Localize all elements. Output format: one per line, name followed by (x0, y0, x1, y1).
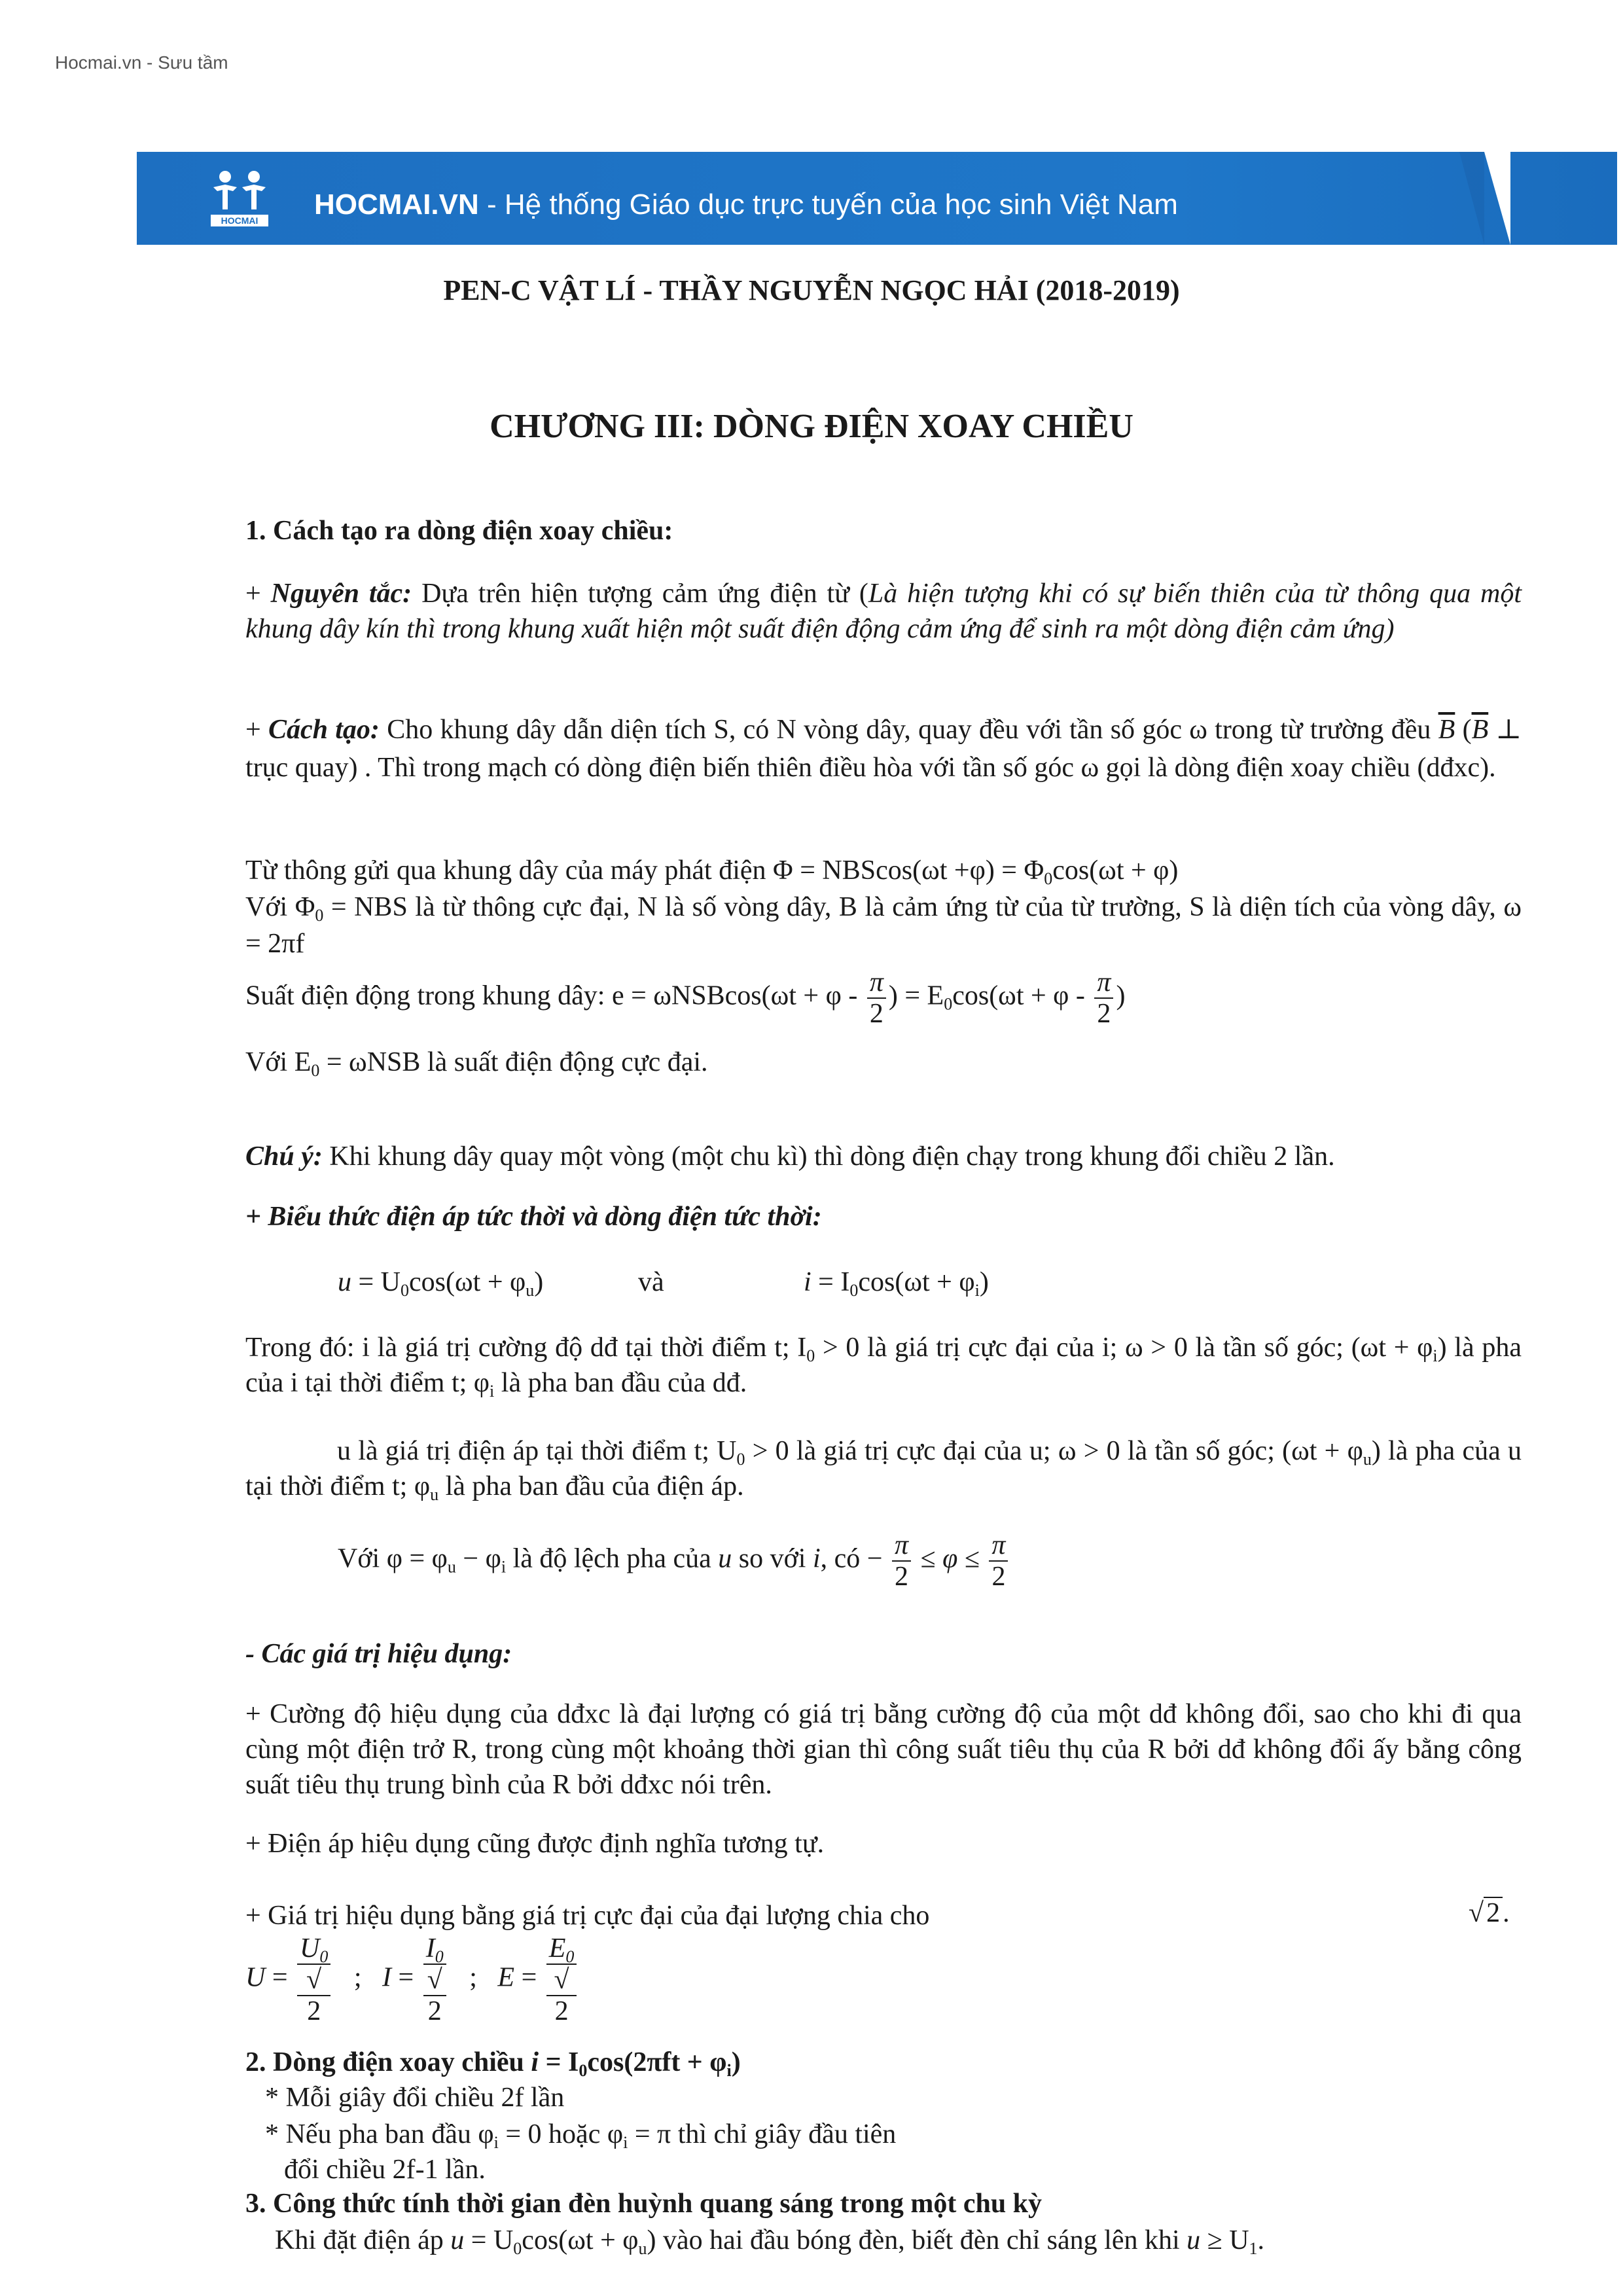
phase-b: − φ (455, 1543, 501, 1574)
section-3-text: Khi đặt điện áp $u = U_0\cos(\omega t + \varphi_u)$ vào hai đầu bóng đèn, biết đèn chỉ sáng lên khi $u \ge U_1$. (275, 2225, 1265, 2258)
s2-bullet-1: * Mỗi giây đổi chiều 2f lần (265, 2083, 565, 2113)
banner-accent (1459, 152, 1484, 245)
s2-heading-d: ) (731, 2047, 741, 2077)
principle-italic: Là hiện tượng khi có sự biến thiên của từ thông qua một khung dây kín thì trong khung xuất hiện một suất điện động cảm ứng để sinh ra một dòng điện cảm ứng) (245, 579, 1522, 644)
expression-heading: + Biểu thức điện áp tức thời và dòng điện tức thời: (245, 1202, 822, 1232)
s3-e: ≥ U (1200, 2225, 1249, 2255)
method-text-1: Cho khung dây dẫn diện tích S, có N vòng dây, quay đều với tần số góc ω trong từ trường đều (379, 715, 1438, 745)
s2-heading-a: 2. Dòng điện xoay chiều (245, 2047, 531, 2077)
phase-e: , có (820, 1543, 867, 1574)
sqrt-2: √2. (1469, 1898, 1510, 1928)
phase-d: so với (732, 1543, 813, 1574)
banner-cut-corner (1484, 152, 1510, 245)
section-3-heading: 3. Công thức tính thời gian đèn huỳnh quang sáng trong một chu kỳ (245, 2189, 1043, 2219)
flux-line: Từ thông gửi qua khung dây của máy phát điện Φ = NBScos(ωt +φ) = Φ (245, 855, 1044, 886)
where-i-d: là pha ban đầu của dđ. (494, 1368, 747, 1398)
s2-b2-c: = π thì chỉ giây đầu tiên (628, 2119, 897, 2149)
phase-c: là độ lệch pha của (506, 1543, 719, 1574)
emf-d: ) (1116, 980, 1126, 1011)
phi0-line: = NBS là từ thông cực đại, N là số vòng dây, B là cảm ứng từ của từ trường, S là diện tích của vòng dây, ω = 2πf (245, 892, 1522, 959)
where-i-a: Trong đó: i là giá trị cường độ dđ tại thời điểm t; I (245, 1333, 807, 1363)
emf-b: ) = E (888, 980, 944, 1011)
document-title: PEN-C VẬT LÍ - THẦY NGUYỄN NGỌC HẢI (2018-2019) (443, 274, 1180, 306)
s3-f: . (1257, 2225, 1265, 2255)
logo-text: HOCMAI (221, 215, 259, 226)
banner-brand: HOCMAI.VN (314, 188, 479, 221)
effective-paragraph-2: + Điện áp hiệu dụng cũng được định nghĩa tương tự. (245, 1829, 825, 1859)
flux-line-end: cos(ωt + φ) (1052, 855, 1179, 886)
vector-b-symbol-2: $\overline{B}$ (1471, 715, 1489, 745)
note-label: Chú ý: (245, 1141, 323, 1172)
where-i-paragraph: Trong đó: i là giá trị cường độ dđ tại thời điểm t; $I_0 > 0$ là giá trị cực đại của i; ω > 0 là tần số góc; $(\omega t + \varphi_i)$ là pha của i tại thời điểm t; $\varphi_i$ là pha ban đầu của dđ. (245, 1333, 1522, 1401)
and-word: và (638, 1267, 664, 1297)
s2-bullet-2: * Nếu pha ban đầu $\varphi_i = 0$ hoặc $\varphi_i = \pi$ thì chỉ giây đầu tiên (265, 2119, 897, 2152)
principle-text: Dựa trên hiện tượng cảm ứng điện từ ( (412, 579, 868, 609)
method-label: Cách tạo: (268, 715, 380, 745)
s2-heading-b: = I (539, 2047, 579, 2077)
method-text-2: ⊥ trục quay) . Thì trong mạch có dòng điện biến thiên điều hòa với tần số góc ω gọi là dòng điện xoay chiều (dđxc). (245, 715, 1522, 783)
s3-c: cos(ωt + φ (522, 2225, 639, 2255)
s3-d: ) vào hai đầu bóng đèn, biết đèn chỉ sáng lên khi (647, 2225, 1187, 2255)
source-note: Hocmai.vn - Sưu tầm (55, 52, 228, 73)
s3-a: Khi đặt điện áp (275, 2225, 451, 2255)
e0-text: = ωNSB là suất điện động cực đại. (319, 1047, 708, 1077)
where-i-b: > 0 là giá trị cực đại của i; ω > 0 là tần số góc; (ωt + φ (815, 1333, 1433, 1363)
note-text: Khi khung dây quay một vòng (một chu kì) thì dòng điện chạy trong khung đổi chiều 2 lần. (322, 1141, 1335, 1172)
principle-paragraph: + Nguyên tắc: Dựa trên hiện tượng cảm ứng điện từ (Là hiện tượng khi có sự biến thiên của từ thông qua một khung dây kín thì trong khung xuất hiện một suất điện động cảm ứng để sinh ra một dòng điện cảm ứng) (245, 579, 1522, 644)
s3-b: = U (464, 2225, 514, 2255)
banner-text (314, 188, 1178, 221)
where-u-a: u là giá trị điện áp tại thời điểm t; U (337, 1436, 737, 1466)
emf-a: Suất điện động trong khung dây: e = ωNSBcos(ωt + φ - (245, 980, 865, 1011)
principle-label: Nguyên tắc: (270, 579, 412, 609)
e0-line: Với $E_0 = \omega NSB$ là suất điện động cực đại. (245, 1047, 708, 1080)
emf-c: cos(ωt + φ - (952, 980, 1092, 1011)
neg-pi-over-2: $\frac{\pi}{2}$ (892, 1530, 911, 1592)
where-u-paragraph: u là giá trị điện áp tại thời điểm t; $U_0 > 0$ là giá trị cực đại của u; ω > 0 là tần số góc; $(\omega t + \varphi_u)$ là pha của u tại thời điểm t; $\varphi_u$ là pha ban đầu của điện áp. (245, 1436, 1522, 1504)
section-1-heading: 1. Cách tạo ra dòng điện xoay chiều: (245, 516, 673, 546)
method-paragraph: + Cách tạo: Cho khung dây dẫn diện tích S, có N vòng dây, quay đều với tần số góc ω trong từ trường đều $\overline{B}$ ($\overline{B}$ ⊥ trục quay) . Thì trong mạch có dòng điện biến thiên điều hòa với tần số góc ω gọi là dòng điện xoay chiều (dđxc). (245, 715, 1522, 783)
note-paragraph (245, 1139, 1522, 1174)
s2-b2-a: * Nếu pha ban đầu φ (265, 2119, 494, 2149)
effective-paragraph-3 (245, 1898, 1489, 1933)
where-u-d: là pha ban đầu của điện áp. (438, 1471, 744, 1501)
voltage-formula: $u = U_0\cos(\omega t + \varphi_u)$ (338, 1267, 544, 1300)
emf-line: Suất điện động trong khung dây: e = ωNSBcos(ωt + φ - $\frac{\pi}{2}$ ) = $E_0\cos(\omega t + \varphi$ - $\frac{\pi}{2}$ ) (245, 967, 1126, 1029)
s2-bullet-3: đổi chiều 2f-1 lần. (284, 2155, 486, 2185)
hocmai-logo-icon (208, 168, 271, 233)
current-formula: $i = I_0\cos(\omega t + \varphi_i)$ (804, 1267, 989, 1300)
effective-formulas: U = $U_0$ √ 2 ; I = $I_0$ √ 2 ; E = $E_0$ √ 2 (245, 1933, 834, 2026)
flux-paragraph: Từ thông gửi qua khung dây của máy phát điện $\Phi = NBScos(\omega t +\varphi) = \Phi_0\cos(\omega t + \varphi)$ Với $\Phi_0$ = NBS là từ thông cực đại, N là số vòng dây, B là cảm ứng từ của từ trường, S là diện tích của vòng dây, ω = 2πf (245, 855, 1522, 959)
where-u-b: > 0 là giá trị cực đại của u; ω > 0 là tần số góc; (ωt + φ (745, 1436, 1363, 1466)
where-u-c: ) là pha của u tại thời điểm t; φ (245, 1436, 1522, 1501)
effective-paragraph-1: + Cường độ hiệu dụng của dđxc là đại lượng có giá trị bằng cường độ của một dđ không đổi, sao cho khi đi qua cùng một điện trở R, trong cùng một khoảng thời gian thì công suất tiêu thụ của R bởi dđ không đổi ấy bằng công suất tiêu thụ trung bình của R bởi dđxc nói trên. (245, 1699, 1522, 1800)
eff-p3-text: + Giá trị hiệu dụng bằng giá trị cực đại của đại lượng chia cho (245, 1901, 930, 1931)
section-2-heading: 2. Dòng điện xoay chiều $i = I_0\cos(2\pi ft + \varphi_i)$ (245, 2047, 741, 2080)
s2-heading-c: cos(2πft + φ (587, 2047, 727, 2077)
banner-tagline: - Hệ thống Giáo dục trực tuyến của học sinh Việt Nam (478, 188, 1178, 221)
pi-over-2: $\frac{\pi}{2}$ (867, 967, 886, 1029)
vector-b-symbol: $\overline{B}$ (1438, 715, 1455, 745)
phase-a: Với φ = φ (338, 1543, 448, 1574)
chapter-title: CHƯƠNG III: DÒNG ĐIỆN XOAY CHIỀU (490, 408, 1133, 445)
s2-b2-b: = 0 hoặc φ (498, 2119, 624, 2149)
effective-heading: - Các giá trị hiệu dụng: (245, 1639, 512, 1669)
pi-over-2-b: $\frac{\pi}{2}$ (1094, 967, 1113, 1029)
pi-over-2-c: $\frac{\pi}{2}$ (989, 1530, 1008, 1592)
phase-line: Với $\varphi = \varphi_u - \varphi_i$ là độ lệch pha của u so với i, có − $\frac{\pi}{2}$ ≤ φ ≤ $\frac{\pi}{2}$ (338, 1530, 1319, 1592)
where-i-c: ) là pha của i tại thời điểm t; φ (245, 1333, 1522, 1398)
